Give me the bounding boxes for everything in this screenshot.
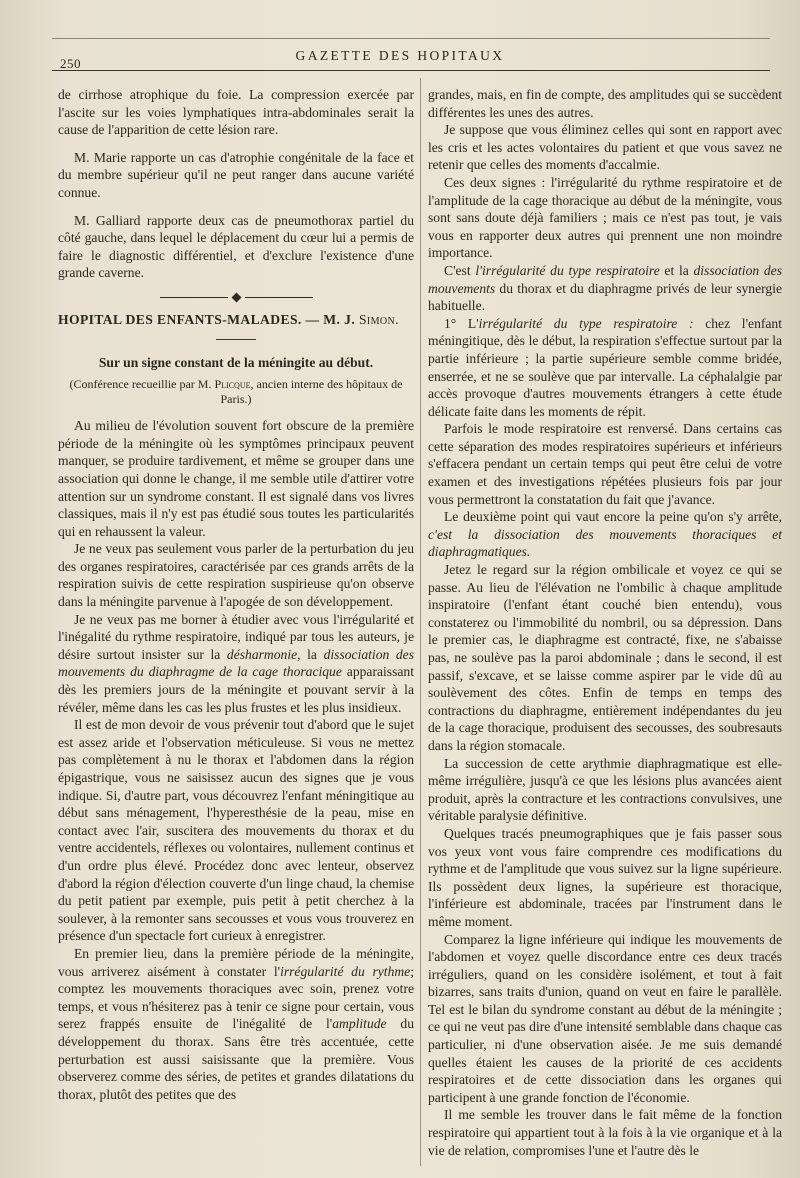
paragraph: Au milieu de l'évolution souvent fort obscure de la première période de la méningite où les symptômes principaux peuvent manquer, se produire tardivement, et même se grouper dans une association qui donne le change, il me semble utile d'attirer votre attention sur un syndrome constant. Il est signalé dans vos livres classiques, mais il n'y est pas étudié sous toutes les particularités qui en rehaussent la valeur. [58, 418, 414, 539]
paragraph: M. Marie rapporte un cas d'atrophie congénitale de la face et du membre supérieur qu'il ne peut ranger dans aucune variété connue. [58, 149, 414, 200]
top-rule [52, 38, 770, 39]
header-rule [52, 70, 770, 71]
lecture-title: Sur un signe constant de la méningite au début. [98, 354, 374, 370]
section-ornament [58, 294, 414, 301]
text-run: ; comptez les mouvements thoraciques avec soin, prenez votre temps, et vous n'hésiterez pas à tenir ce signe pour certain, vous serez frappés ensuite de l'inégalité de l' [58, 963, 414, 1032]
paragraph: de cirrhose atrophique du foie. La compression exercée par l'ascite sur les voies lymphatiques intra-abdominales serait la cause de l'apparition de cette lésion rare. [58, 87, 414, 138]
hospital-heading [58, 311, 414, 329]
text-run: et la [659, 262, 694, 278]
paragraph: La succession de cette arythmie diaphragmatique est elle-même irrégulière, jusqu'à ce que les lésions plus avancées aient produit, après la contracture et les contractions convulsives, une véritable paralysie définitive. [428, 755, 782, 824]
byline-text-a: (Conférence recueillie par M. [69, 377, 215, 392]
emphasis: dissociation des mouvements du diaphragme de la cage thoracique [58, 646, 415, 680]
right-column [428, 86, 782, 1159]
heading-rule [216, 339, 256, 340]
emphasis: désharmonie [226, 646, 298, 662]
text-run: C'est [444, 262, 476, 278]
paragraph [58, 611, 414, 717]
paragraph: Je ne veux pas seulement vous parler de la perturbation du jeu des organes respiratoires, caractérisée par ces grands arrêts de la respiration suivis de cette respiration suspirieuse qu'on observe dans la méningite parvenue à l'apogée de son développement. [58, 541, 414, 610]
byline-text-b: , ancien interne des hôpitaux de Paris.) [220, 377, 403, 407]
paragraph: Comparez la ligne inférieure qui indique les mouvements de l'abdomen et voyez quelle discordance entre ces deux tracés irréguliers, quand on les considère isolément, et tout à fait bizarres, sans traits d'union, quand on veut en faire le parallèle. Tel est le bilan du syndrome constant au début de la méningite ; ce qui ne veut pas dire d'une intensité semblable dans chaque cas particulier, ni d'une observation aisée. Je me suis demandé quelles étaient les causes de la priorité de ces accidents respiratoires et de cette dissociation dans les organes qui participent à une grande fonction de l'économie. [428, 931, 782, 1105]
paragraph [428, 508, 782, 561]
column-divider [420, 78, 421, 1166]
paragraph: Il est de mon devoir de vous prévenir tout d'abord que le sujet est assez aride et l'observation méticuleuse. Si vous ne mettez pas complètement à nu le thorax et l'abdomen dans la région épigastrique, vous ne saisissez aucun des signes que je vous indique. Si, d'autre part, vous découvrez l'enfant méningitique au début sans ménagement, l'hyperesthésie de la peau, mise en contact avec l'air, suscitera des mouvements du thorax et du ventre accidentels, réflexes ou volontaires, nullement continus et d'un ordre plus élevé. Procédez donc avec lenteur, observez d'abord la région d'élection couverte d'un linge chaud, la chemise du petit patient par exemple, puis petit à petit cherchez à la soulever, à la remonter sans secousses et vous vous trouverez en présence d'un spectacle fort curieux à enregistrer. [58, 717, 414, 944]
paragraph: Il me semble les trouver dans le fait même de la fonction respiratoire qui appartient tout à la fois à la vie organique et à la vie de relation, compromises l'une et l'autre dès le [428, 1107, 782, 1158]
emphasis: amplitude [332, 1016, 387, 1032]
emphasis: irrégularité du type respiratoire : [478, 315, 694, 331]
emphasis: irrégularité du rythme [280, 963, 411, 979]
text-run: , la [297, 646, 324, 662]
byline [58, 377, 414, 407]
hospital-doctor: Simon. [358, 311, 399, 327]
text-run: 1° L' [444, 315, 479, 331]
emphasis: dissociation des mouvements [428, 262, 782, 296]
paragraph: M. Galliard rapporte deux cas de pneumothorax partiel du côté gauche, dans lequel le déplacement du cœur lui a permis de faire le diagnostic différentiel, et d'exclure l'existence d'une grande caverne. [58, 212, 414, 281]
page-number: 250 [60, 56, 81, 71]
left-column [58, 86, 414, 1103]
text-run: Je ne veux pas me borner à étudier avec vous l'irrégularité et l'inégalité du rythme respiratoire, indiqué par tous les auteurs, je désire surtout insister sur la [58, 611, 414, 662]
paragraph: Parfois le mode respiratoire est renversé. Dans certains cas cette séparation des modes respiratoires supérieurs et inférieurs s'effacera pendant un certain temps qui peut être celui de votre examen et des investigations répétées plusieurs fois par jour vous permettront la constatation du fait que j'avance. [428, 421, 782, 507]
text-run: apparaissant dès les premiers jours de la méningite et pouvant servir à la révéler, même dans les cas les plus frustes et les plus insidieux. [58, 664, 414, 715]
journal-title: GAZETTE DES HOPITAUX [295, 48, 505, 63]
paragraph: Jetez le regard sur la région ombilicale et voyez ce qui se passe. Au lieu de l'élévation ne l'ombilic à chaque amplitude inspiratoire (l'enfant étant couché bien entendu), vous constaterez ou l'immobilité du nombril, ou sa dépression. Dans le premier cas, le diaphragme est contracté, fixe, ne s'abaisse pas, ne soulève pas la paroi abdominale ; dans le second, il est passif, s'excave, et se laisse comme aspirer par le vide dû au soulèvement des côtes. Enfin de temps en temps des contractions du diaphragme, entièrement indépendantes du jeu de la cage thoracique, produisent des secousses, des soubresauts dans la région stomacale. [428, 562, 782, 753]
paragraph: Je suppose que vous éliminez celles qui sont en rapport avec les cris et les actes volontaires du patient et que vous savez ne retenir que celles des moments d'accalmie. [428, 122, 782, 173]
paragraph [58, 945, 414, 1103]
emphasis: l'irrégularité du type respiratoire [475, 262, 660, 278]
text-run: du thorax et du diaphragme privés de leur synergie habituelle. [428, 280, 782, 314]
emphasis: c'est la dissociation des mouvements thoraciques et diaphragmatiques. [428, 526, 782, 560]
text-run: du développement du thorax. Sans être très accentuée, cette perturbation est aussi saisissante que la première. Vous observerez comme des séries, de petites et grandes dilatations du thorax, plutôt des petites que des [58, 1016, 414, 1102]
paragraph [428, 315, 782, 421]
text-run: Le deuxième point qui vaut encore la peine qu'on s'y arrête, [444, 509, 782, 525]
paragraph: grandes, mais, en fin de compte, des amplitudes qui se succèdent différentes les unes des autres. [428, 87, 782, 120]
paragraph [428, 262, 782, 315]
text-run: chez l'enfant méningitique, dès le début, la respiration s'effectue surtout par la partie inférieure ; la partie supérieure semble comme bridée, enserrée, et ne se soulève que par intervalle. La céphalalgie par accès provoque d'autres mouvements étrangers à cette étude délicate faite dans les moments de répit. [428, 315, 782, 419]
paragraph: Quelques tracés pneumographiques que je fais passer sous vos yeux vont vous faire comprendre ces modifications du rythme et de l'amplitude que vous suivez sur la ligne supérieure. Ils possèdent deux lignes, la supérieure est thoracique, l'inférieure est abdominale, tracées par l'instrument dans le même moment. [428, 825, 782, 929]
hospital-heading-text: HOPITAL DES ENFANTS-MALADES. — M. J. [58, 311, 359, 327]
paragraph: Ces deux signes : l'irrégularité du rythme respiratoire et de l'amplitude de la cage thoracique au début de la méningite, vous sont sans doute déjà familiers ; mais ce n'est pas tout, je vais vous en rapporter deux autres qui prennent une non moindre importance. [428, 174, 782, 261]
text-run: En premier lieu, dans la première période de la méningite, vous arriverez aisément à constater l' [58, 945, 414, 979]
byline-name: Plicque [214, 377, 251, 392]
